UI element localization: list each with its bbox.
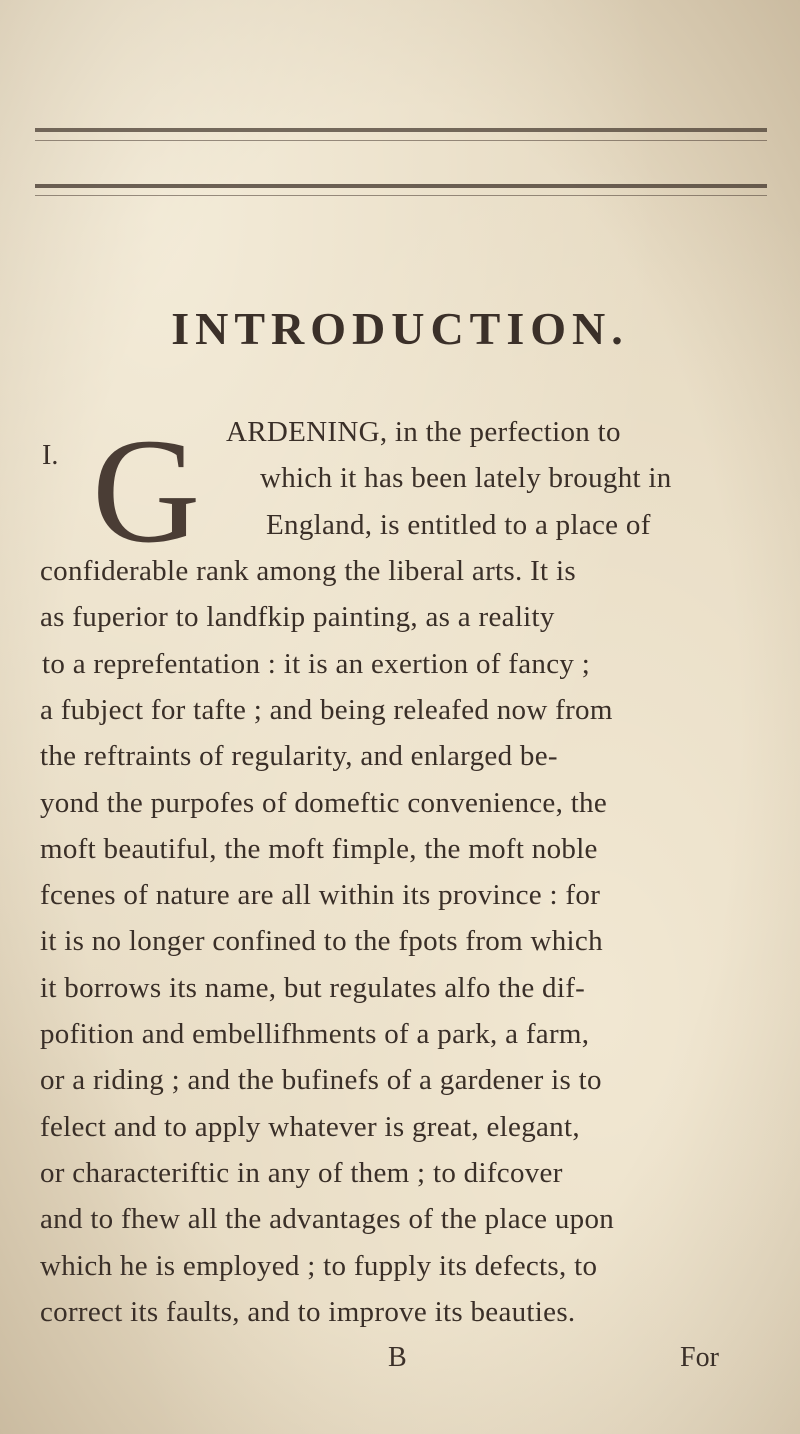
text-line: a fubject for tafte ; and being releafed now from [40,694,613,726]
text-line: fcenes of nature are all within its province : for [40,879,601,911]
text-line: moft beautiful, the moft fimple, the moft noble [40,833,598,865]
text-line: which it has been lately brought in [260,462,672,494]
text-line: to a reprefentation : it is an exertion of fancy ; [42,648,591,680]
ornamental-rule-bottom-thick [35,184,767,188]
ornamental-rule-top-thin [35,140,767,141]
text-line: pofition and embellifhments of a park, a farm, [40,1018,590,1050]
text-line: the reftraints of regularity, and enlarged be- [40,740,558,772]
text-line: as fuperior to landfkip painting, as a reality [40,601,555,633]
chapter-heading: INTRODUCTION. [171,303,629,354]
text-line: ARDENING, in the perfection to [226,416,621,448]
section-number: I. [42,440,59,471]
text-line: or a riding ; and the bufinefs of a gardener is to [40,1064,602,1096]
text-line: felect and to apply whatever is great, elegant, [40,1111,580,1143]
signature-mark: B [388,1342,407,1373]
catchword: For [680,1342,719,1373]
text-line: yond the purpofes of domeftic convenience, the [40,787,608,819]
text-line: correct its faults, and to improve its beauties. [40,1296,576,1328]
text-line: or characteriftic in any of them ; to difcover [40,1157,563,1189]
text-line: confiderable rank among the liberal arts. It is [40,555,576,587]
text-line: it borrows its name, but regulates alfo the dif- [40,972,586,1004]
drop-cap-letter: G [92,408,201,574]
ornamental-rule-top-thick [35,128,767,132]
text-line: England, is entitled to a place of [266,509,651,541]
text-line: and to fhew all the advantages of the place upon [40,1203,615,1235]
text-line: it is no longer confined to the fpots from which [40,925,603,957]
text-line: which he is employed ; to fupply its defects, to [40,1250,598,1282]
ornamental-rule-bottom-thin [35,195,767,196]
